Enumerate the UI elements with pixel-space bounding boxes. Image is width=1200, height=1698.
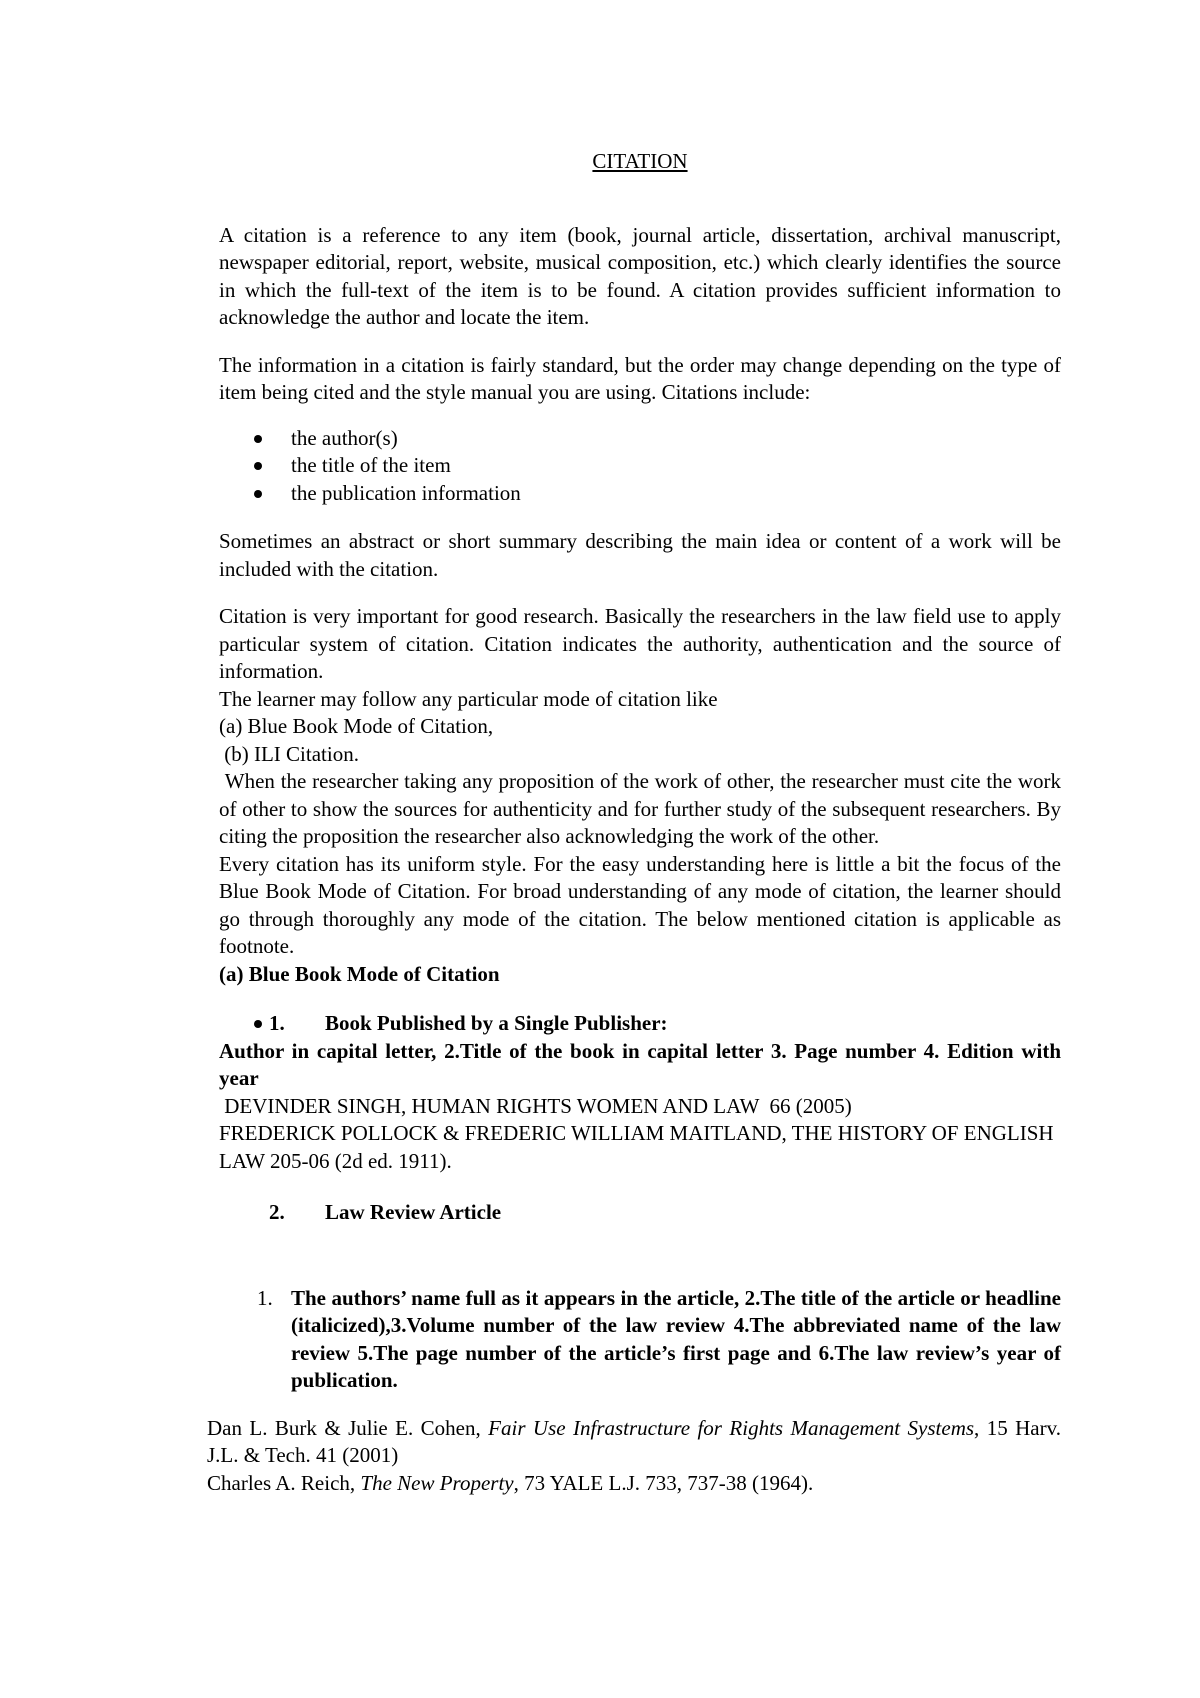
paragraph-standard-info: The information in a citation is fairly standard, but the order may change depending on the type of item being cited and the style manual you are using. Citations include: <box>219 352 1061 404</box>
book-rule: Author in capital letter, 2.Title of the book in capital letter 3. Page number 4. Edition with year <box>219 1038 1061 1090</box>
item-heading: Law Review Article <box>325 1200 502 1224</box>
example-details: , 73 YALE L.J. 733, 737-38 (1964). <box>513 1470 814 1495</box>
example-details: , 15 Harv. J.L. & Tech. 41 (2001) <box>207 1415 1062 1467</box>
book-example-2: FREDERICK POLLOCK & FREDERIC WILLIAM MAITLAND, THE HISTORY OF ENGLISH LAW 205-06 (2d ed. 1911). <box>219 1121 1054 1173</box>
law-review-example-2 <box>207 1470 1061 1498</box>
list-item: the title of the item <box>219 452 1061 480</box>
list-item: the publication information <box>219 480 1061 508</box>
bullet-icon <box>254 1020 262 1028</box>
document-body <box>207 148 1067 1497</box>
citation-includes-list <box>219 425 1061 508</box>
mode-b-line: (b) ILI Citation. <box>219 741 359 766</box>
paragraph-uniform-style: Every citation has its uniform style. For the easy understanding here is little a bit the focus of the Blue Book Mode of Citation. For broad understanding of any mode of citation, the learner should go through thoroughly any mode of the citation. The below mentioned citation is applicable as footnote. <box>219 851 1061 958</box>
example-author: Charles A. Reich, <box>207 1470 361 1495</box>
item-book-heading <box>219 1010 1061 1038</box>
paragraph-abstract: Sometimes an abstract or short summary describing the main idea or content of a work will be included with the citation. <box>219 529 1061 581</box>
example-author: Dan L. Burk & Julie E. Cohen, <box>207 1415 489 1440</box>
list-item: the author(s) <box>219 425 1061 453</box>
mode-a-line: (a) Blue Book Mode of Citation, <box>219 714 494 738</box>
law-review-example-1 <box>207 1415 1061 1470</box>
item-number: 2. <box>269 1200 285 1224</box>
book-example-1: DEVINDER SINGH, HUMAN RIGHTS WOMEN AND LAW 66 (2005) <box>219 1093 852 1118</box>
section-heading: (a) Blue Book Mode of Citation <box>219 961 500 986</box>
page-title: CITATION <box>592 149 688 173</box>
paragraph-modes-intro: The learner may follow any particular mode of citation like <box>219 686 718 711</box>
item-number: 1. <box>269 1011 285 1035</box>
paragraph-definition: A citation is a reference to any item (book, journal article, dissertation, archival manuscript, newspaper editorial, report, website, musical composition, etc.) which clearly identifies the source in which the full-text of the item is to be found. A citation provides sufficient information to acknowledge the author and locate the item. <box>219 222 1061 329</box>
example-title: Fair Use Infrastructure for Rights Management Systems <box>488 1415 975 1440</box>
paragraph-proposition: When the researcher taking any proposition of the work of other, the researcher must cite the work of other to show the sources for authenticity and for further study of the subsequent researchers. By citing the proposition the researcher also acknowledging the work of the other. <box>219 769 1067 848</box>
item-number: 1. <box>257 1285 273 1310</box>
law-review-rule-text: The authors’ name full as it appears in the article, 2.The title of the article or headline (italicized),3.Volume number of the law review 4.The abbreviated name of the law review 5.The page number of the article’s first page and 6.The law review’s year of publication. <box>291 1285 1061 1392</box>
paragraph-importance: Citation is very important for good research. Basically the researchers in the law field use to apply particular system of citation. Citation indicates the authority, authentication and the source of information. <box>219 604 1061 683</box>
law-review-rule <box>219 1285 1061 1395</box>
example-title: The New Property <box>360 1470 514 1495</box>
item-heading: Book Published by a Single Publisher: <box>325 1011 668 1035</box>
item-law-review-heading <box>219 1199 1061 1227</box>
